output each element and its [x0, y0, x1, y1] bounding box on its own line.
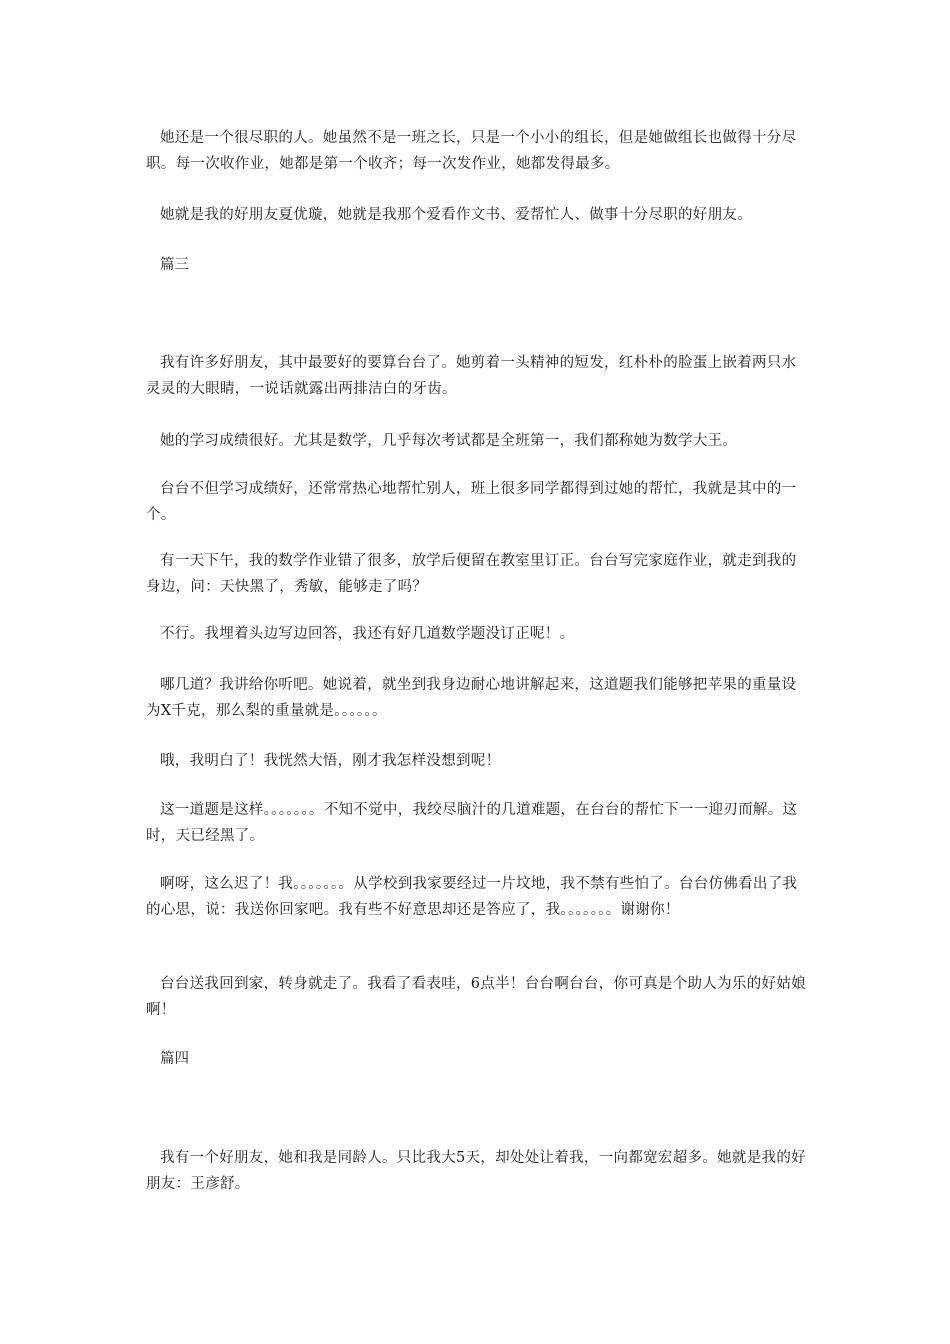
paragraph-1: 她还是一个很尽职的人。她虽然不是一班之长，只是一个小小的组长，但是她做组长也做得十分尽职。每一次收作业，她都是第一个收齐；每一次发作业，她都发得最多。 [146, 130, 797, 172]
section-heading-3: 篇三 [160, 257, 189, 273]
paragraph-12: 台台送我回到家，转身就走了。我看了看表哇，6点半！台台啊台台，你可真是个助人为乐的好姑娘啊！ [146, 976, 806, 1018]
paragraph-8: 哪几道？我讲给你听吧。她说着，就坐到我身边耐心地讲解起来，这道题我们能够把苹果的重量设为X千克，那么梨的重量就是。。。。。。 [146, 677, 797, 719]
paragraph-4: 她的学习成绩很好。尤其是数学，几乎每次考试都是全班第一，我们都称她为数学大王。 [160, 433, 738, 449]
paragraph-9: 哦，我明白了！我恍然大悟，刚才我怎样没想到呢！ [160, 753, 501, 769]
paragraph-5: 台台不但学习成绩好，还常常热心地帮忙别人，班上很多同学都得到过她的帮忙，我就是其中的一个。 [146, 481, 797, 523]
paragraph-6: 有一天下午，我的数学作业错了很多，放学后便留在教室里订正。台台写完家庭作业，就走到我的身边，问：天快黑了，秀敏，能够走了吗？ [146, 553, 797, 595]
paragraph-3: 我有许多好朋友，其中最要好的要算台台了。她剪着一头精神的短发，红朴朴的脸蛋上嵌着两只水灵灵的大眼睛，一说话就露出两排洁白的牙齿。 [146, 355, 797, 397]
section-heading-4: 篇四 [160, 1051, 189, 1067]
paragraph-7: 不行。我埋着头边写边回答，我还有好几道数学题没订正呢！。 [160, 626, 575, 642]
paragraph-2: 她就是我的好朋友夏优璇，她就是我那个爱看作文书、爱帮忙人、做事十分尽职的好朋友。 [160, 207, 752, 223]
paragraph-11: 啊呀，这么迟了！我。。。。。。。从学校到我家要经过一片坟地，我不禁有些怕了。台台仿佛看出了我的心思，说：我送你回家吧。我有些不好意思却还是答应了，我。。。。。。。谢谢你！ [146, 876, 798, 918]
paragraph-10: 这一道题是这样。。。。。。。不知不觉中，我绞尽脑汁的几道难题，在台台的帮忙下一一迎刃而解。这时，天已经黑了。 [146, 802, 798, 844]
paragraph-13: 我有一个好朋友，她和我是同龄人。只比我大5天，却处处让着我，一向都宽宏超多。她就是我的好朋友：王彦舒。 [146, 1150, 806, 1192]
